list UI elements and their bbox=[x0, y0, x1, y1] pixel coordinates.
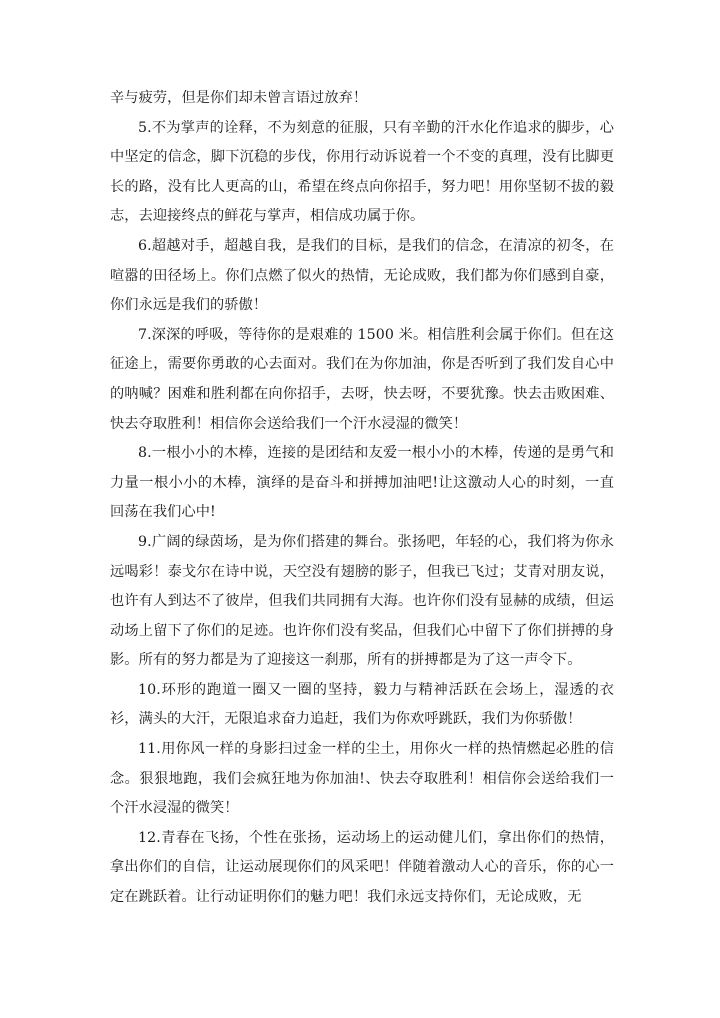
paragraph-item-5: 5.不为掌声的诠释，不为刻意的征服，只有辛勤的汗水化作追求的脚步，心中坚定的信念，脚下沉稳的步伐，你用行动诉说着一个不变的真理，没有比脚更长的路，没有比人更高的山，希望在终点向你招手，努力吧！用你坚韧不拔的毅志，去迎接终点的鲜花与掌声，相信成功属于你。 bbox=[110, 119, 614, 225]
paragraph-item-11: 11.用你风一样的身影扫过金一样的尘土，用你火一样的热情燃起必胜的信念。狠狠地跑，我们会疯狂地为你加油!、快去夺取胜利！相信你会送给我们一个汗水浸湿的微笑！ bbox=[110, 741, 614, 817]
paragraph-item-12: 12.青春在飞扬，个性在张扬，运动场上的运动健儿们，拿出你们的热情，拿出你们的自信，让运动展现你们的风采吧！伴随着激动人心的音乐，你的心一定在跳跃着。让行动证明你们的魅力吧！我们永远支持你们，无论成败，无 bbox=[110, 829, 614, 906]
paragraph-item-10: 10.环形的跑道一圈又一圈的坚持，毅力与精神活跃在会场上，湿透的衣衫，满头的大汗，无限追求奋力追赶，我们为你欢呼跳跃，我们为你骄傲！ bbox=[110, 681, 614, 728]
paragraph-item-9: 9.广阔的绿茵场，是为你们搭建的舞台。张扬吧，年轻的心，我们将为你永远喝彩！泰戈尔在诗中说，天空没有翅膀的影子，但我已飞过；艾青对朋友说，也许有人到达不了彼岸，但我们共同拥有大海。也许你们没有显赫的成绩，但运动场上留下了你们的足迹。也许你们没有奖品，但我们心中留下了你们拼搏的身影。所有的努力都是为了迎接这一刹那，所有的拼搏都是为了这一声令下。 bbox=[110, 533, 614, 669]
paragraph-item-8: 8.一根小小的木棒，连接的是团结和友爱一根小小的木棒，传递的是勇气和力量一根小小的木棒，演绎的是奋斗和拼搏加油吧!让这激动人心的时刻，一直回荡在我们心中! bbox=[110, 445, 614, 521]
paragraph-item-7: 7.深深的呼吸，等待你的是艰难的 1500 米。相信胜利会属于你们。但在这征途上，需要你勇敢的心去面对。我们在为你加油，你是否听到了我们发自心中的呐喊？困难和胜利都在向你招手，去呀，快去呀，不要犹豫。快去击败困难、快去夺取胜利！相信你会送给我们一个汗水浸湿的微笑！ bbox=[110, 326, 614, 432]
paragraph-continuation: 辛与疲劳，但是你们却未曾言语过放弃！ bbox=[110, 90, 368, 106]
document-page bbox=[110, 84, 614, 913]
paragraph-item-6: 6.超越对手，超越自我，是我们的目标，是我们的信念，在清凉的初冬，在喧嚣的田径场上。你们点燃了似火的热情，无论成败，我们都为你们感到自豪，你们永远是我们的骄傲！ bbox=[110, 237, 614, 314]
